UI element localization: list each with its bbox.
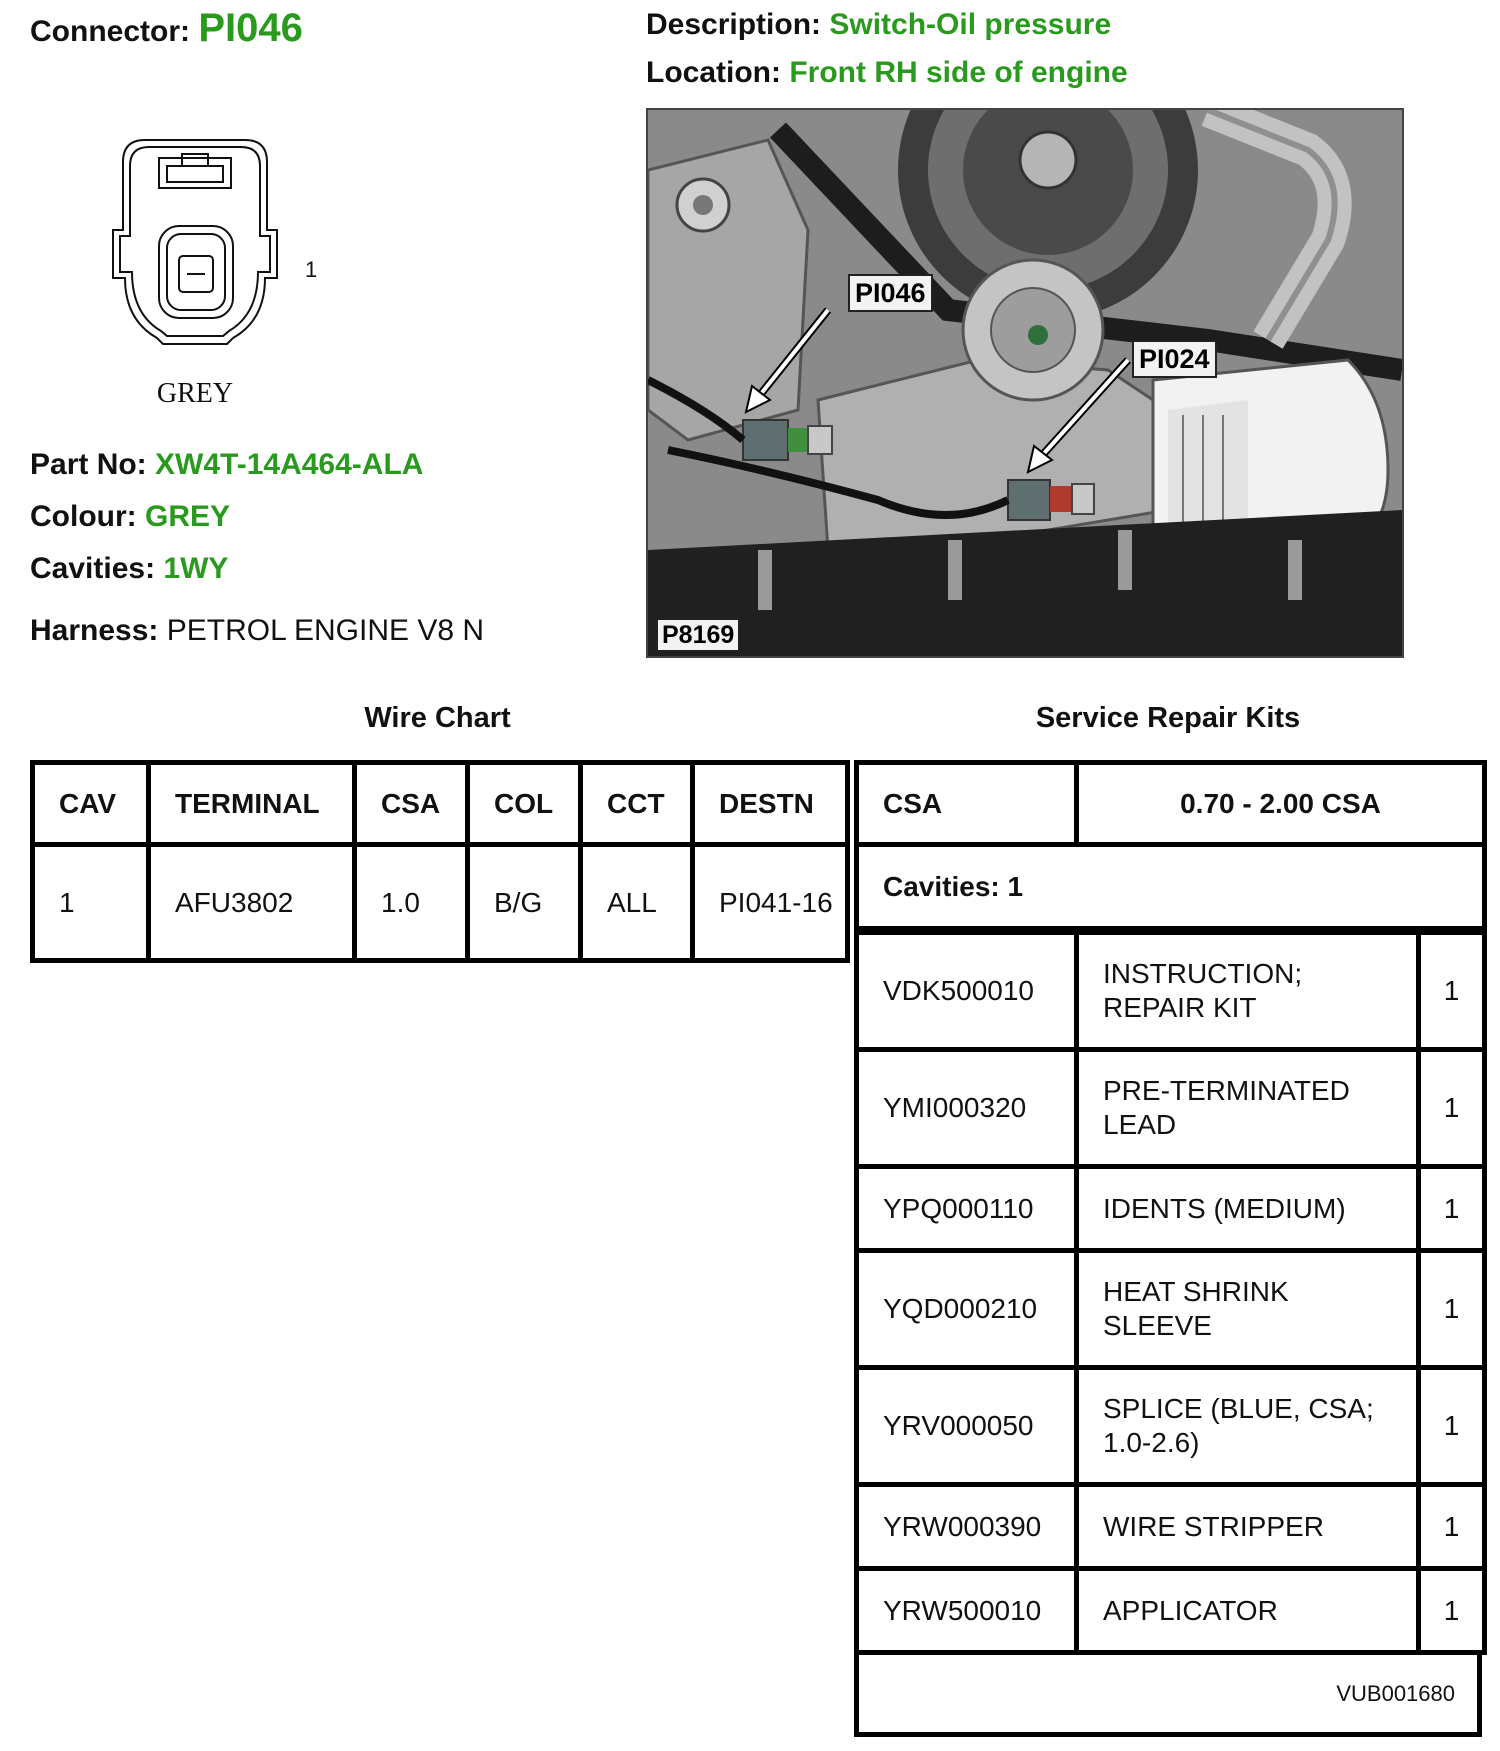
connector-face-diagram <box>105 130 345 415</box>
kit-desc: SPLICE (BLUE, CSA; 1.0-2.6) <box>1077 1368 1419 1485</box>
kit-desc: PRE-TERMINATED LEAD <box>1077 1050 1419 1167</box>
kit-desc: HEAT SHRINK SLEEVE <box>1077 1251 1419 1368</box>
harness-label: Harness: <box>30 614 159 647</box>
kit-qty: 1 <box>1419 1485 1485 1569</box>
kit-code: YRV000050 <box>857 1368 1077 1485</box>
kit-qty: 1 <box>1419 1368 1485 1485</box>
part-no-line <box>30 448 423 482</box>
kit-code: YMI000320 <box>857 1050 1077 1167</box>
repair-kits-title: Service Repair Kits <box>1035 702 1301 734</box>
location-label: Location: <box>646 56 781 89</box>
part-no-value: XW4T-14A464-ALA <box>155 448 424 481</box>
repair-kits-footer <box>854 1650 1482 1737</box>
pin-number-label: 1 <box>305 257 318 282</box>
harness-value: PETROL ENGINE V8 N <box>166 614 485 647</box>
figure-id: P8169 <box>656 618 740 652</box>
header-cav: CAV <box>33 763 149 845</box>
list-item <box>857 1251 1485 1368</box>
kit-qty: 1 <box>1419 1167 1485 1251</box>
callout-pi024: PI024 <box>1132 340 1217 378</box>
kit-code: VDK500010 <box>857 933 1077 1050</box>
engine-location-photo <box>646 108 1404 658</box>
cavities-label: Cavities: <box>30 552 156 585</box>
csa-label: CSA <box>857 763 1077 845</box>
kit-code: YPQ000110 <box>857 1167 1077 1251</box>
wire-chart-header-row <box>33 763 848 845</box>
colour-label: Colour: <box>30 500 137 533</box>
kit-qty: 1 <box>1419 1569 1485 1653</box>
list-item <box>857 1167 1485 1251</box>
table-row <box>33 845 848 961</box>
description-label: Description: <box>646 8 822 41</box>
list-item <box>857 933 1485 1050</box>
kit-qty: 1 <box>1419 1050 1485 1167</box>
kit-desc: WIRE STRIPPER <box>1077 1485 1419 1569</box>
kit-cavities: Cavities: 1 <box>857 845 1485 929</box>
repair-kits-csa-table <box>854 760 1487 931</box>
cell-cct: ALL <box>581 845 693 961</box>
kit-desc: APPLICATOR <box>1077 1569 1419 1653</box>
kit-code: YRW500010 <box>857 1569 1077 1653</box>
kit-desc: INSTRUCTION; REPAIR KIT <box>1077 933 1419 1050</box>
connector-title <box>30 6 303 51</box>
repair-kits-items-table <box>854 930 1487 1655</box>
kit-code: YRW000390 <box>857 1485 1077 1569</box>
wire-chart-table <box>30 760 850 963</box>
footer-code: VUB001680 <box>857 1653 1480 1735</box>
cell-col: B/G <box>468 845 581 961</box>
header-cct: CCT <box>581 763 693 845</box>
list-item <box>857 1368 1485 1485</box>
kit-desc: IDENTS (MEDIUM) <box>1077 1167 1419 1251</box>
cell-terminal: AFU3802 <box>149 845 355 961</box>
header-destn: DESTN <box>693 763 848 845</box>
csa-value: 0.70 - 2.00 CSA <box>1077 763 1485 845</box>
header-terminal: TERMINAL <box>149 763 355 845</box>
list-item <box>857 1569 1485 1653</box>
engine-illustration <box>648 110 1402 656</box>
cavities-line <box>30 552 228 586</box>
cell-destn: PI041-16 <box>693 845 848 961</box>
callout-pi046: PI046 <box>848 274 933 312</box>
description-line <box>646 8 1111 42</box>
list-item <box>857 1050 1485 1167</box>
connector-id: PI046 <box>198 6 303 50</box>
kit-code: YQD000210 <box>857 1251 1077 1368</box>
description-value: Switch-Oil pressure <box>829 8 1112 41</box>
colour-value: GREY <box>144 500 231 533</box>
list-item <box>857 1485 1485 1569</box>
wire-chart-title: Wire Chart <box>364 702 511 734</box>
header-csa: CSA <box>355 763 468 845</box>
cell-cav: 1 <box>33 845 149 961</box>
harness-line <box>30 614 484 648</box>
kit-qty: 1 <box>1419 933 1485 1050</box>
kit-qty: 1 <box>1419 1251 1485 1368</box>
colour-line <box>30 500 230 534</box>
cavities-value: 1WY <box>163 552 229 585</box>
diagram-colour-label: GREY <box>156 378 234 409</box>
location-line <box>646 56 1128 90</box>
location-value: Front RH side of engine <box>789 56 1128 89</box>
connector-label: Connector: <box>30 15 190 48</box>
part-no-label: Part No: <box>30 448 147 481</box>
cell-csa: 1.0 <box>355 845 468 961</box>
header-col: COL <box>468 763 581 845</box>
